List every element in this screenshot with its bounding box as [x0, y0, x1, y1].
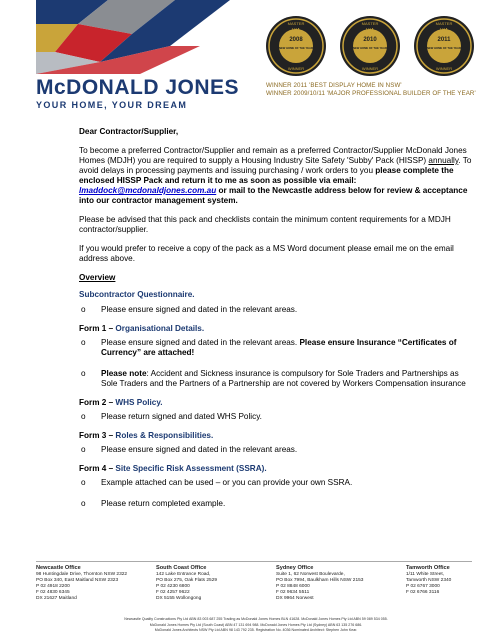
award-badge-year: 2008 — [289, 37, 303, 43]
award-badge-body: NEW HOME OF THE YEAR — [427, 47, 461, 50]
form2-heading: Form 2 – WHS Policy. — [79, 398, 163, 407]
logo-tagline: YOUR HOME, YOUR DREAM — [36, 100, 188, 110]
salutation: Dear Contractor/Supplier, — [79, 127, 179, 136]
award-line: WINNER 2011 'BEST DISPLAY HOME IN NSW' — [266, 82, 402, 89]
word-copy-paragraph: If you would prefer to receive a copy of the pack as a MS Word document please email me on the email address above. — [79, 244, 454, 263]
award-statements — [266, 82, 476, 98]
office-newcastle: Newcastle Office 98 Huntingdale Drive, Thornton NSW 2322 PO Box 340, East Maitland NSW 2323 P 02 4918 2200 F 02 4830 6345 DX 21627 Maitland — [36, 565, 128, 601]
award-badge-bottom: WINNER — [361, 66, 379, 71]
requirements-paragraph: Please be advised that this pack and checklists contain the minimum content requirements for a MDJH contractor/supplier. — [79, 215, 451, 234]
list-item: o Please return signed and dated WHS Policy. — [81, 412, 262, 421]
list-item: o Please note: Accident and Sickness insurance is compulsory for Sole Traders and Partnerships as Sole Traders and the Partners of a Partnership are not covered by Workers Compensation insurance — [81, 369, 466, 388]
award-badge — [266, 16, 326, 76]
list-item: o Please ensure signed and dated in the relevant areas. — [81, 305, 298, 314]
award-badge-bottom: WINNER — [287, 66, 305, 71]
intro-paragraph: To become a preferred Contractor/Supplier and remain as a preferred Contractor/Supplier McDonald Jones Homes (MDJH) you are required to supply a Housing Industry Site Safety 'Subby' Pack (HISSP) annually. To avoid delays in processing payments and issuing purchasing / work orders to you please complete the enclosed HISSP Pack and return it to me as soon as possible via email: lmaddock@mcdonaldjones.com.au or mail to the Newcastle address below for review & acceptance into our contractor management system. — [79, 146, 472, 205]
office-tamworth: Tamworth Office 1/11 White Street, Tamworth NSW 2340 P 02 6767 3000 F 02 6766 3116 — [406, 565, 452, 595]
letterhead — [0, 0, 495, 120]
letter-body — [79, 127, 474, 516]
award-badge-bottom: WINNER — [435, 66, 453, 71]
legal-notice: Newcastle Quality Constructions Pty Ltd ABN 83 003 687 255 Trading as McDonald Jones Homes BLN 41628. McDonald Jones Homes Pty Ltd ABN 59 089 534 055. McDonald Jones Homes Pty Ltd (South Coast) ABN 47 131 694 988. McDonald Jones Homes Pty Ltd (Sydney) ABN 63 135 276 686. McDonald Jones Architects NSW Pty Ltd ABN 98 143 792 235. Registration No. 4036 Nominated Architect: Stephen John Kear. — [124, 617, 388, 632]
award-badge-year: 2011 — [437, 37, 451, 43]
contact-email-link[interactable]: lmaddock@mcdonaldjones.com.au — [79, 186, 217, 195]
overview-heading: Overview — [79, 273, 116, 282]
list-item: o Please ensure signed and dated in the relevant areas. — [81, 445, 298, 454]
list-item: o Please ensure signed and dated in the relevant areas. Please ensure Insurance “Certificates of Currency” are attached! — [81, 338, 457, 357]
company-logo — [36, 78, 239, 110]
form3-heading: Form 3 – Roles & Responsibilities. — [79, 431, 214, 440]
award-badge-top: MASTER — [435, 21, 453, 26]
award-badge-mid: HIA — [365, 28, 375, 34]
award-badge — [414, 16, 474, 76]
award-badge-mid: HIA — [439, 28, 449, 34]
logo-graphic — [0, 0, 240, 80]
form4-heading: Form 4 – Site Specific Risk Assessment (SSRA). — [79, 464, 267, 473]
list-item: o Example attached can be used – or you can provide your own SSRA. — [81, 478, 353, 487]
office-sydney: Sydney Office Suite 1, 62 Norwest Boulevarde, PO Box 7994, Baulkham Hills NSW 2153 P 02 8848 6000 F 02 9634 5511 DX 9964 Norwest — [276, 565, 364, 601]
award-badge-year: 2010 — [363, 37, 377, 43]
award-badges — [266, 10, 476, 80]
subcontractor-heading: Subcontractor Questionnaire. — [79, 290, 195, 299]
award-badge-mid: HIA — [291, 28, 301, 34]
letter-footer — [0, 561, 495, 640]
award-badge-body: NEW HOME OF THE YEAR — [279, 47, 313, 50]
award-badge-top: MASTER — [361, 21, 379, 26]
award-badge-top: MASTER — [287, 21, 305, 26]
footer-divider — [36, 561, 472, 562]
award-badge — [340, 16, 400, 76]
award-badge-body: NEW HOME OF THE YEAR — [353, 47, 387, 50]
form1-heading: Form 1 – Organisational Details. — [79, 324, 205, 333]
logo-wordmark: McDONALD JONES — [36, 76, 240, 99]
office-addresses — [36, 565, 476, 609]
award-line: WINNER 2009/10/11 'MAJOR PROFESSIONAL BUILDER OF THE YEAR' — [266, 90, 476, 97]
list-item: o Please return completed example. — [81, 499, 226, 508]
office-south-coast: South Coast Office 142 Lake Entrance Road, PO Box 275, Oak Flats 2529 P 02 4230 6800 F 02 4257 9622 DX 5155 Wollongong — [156, 565, 218, 601]
